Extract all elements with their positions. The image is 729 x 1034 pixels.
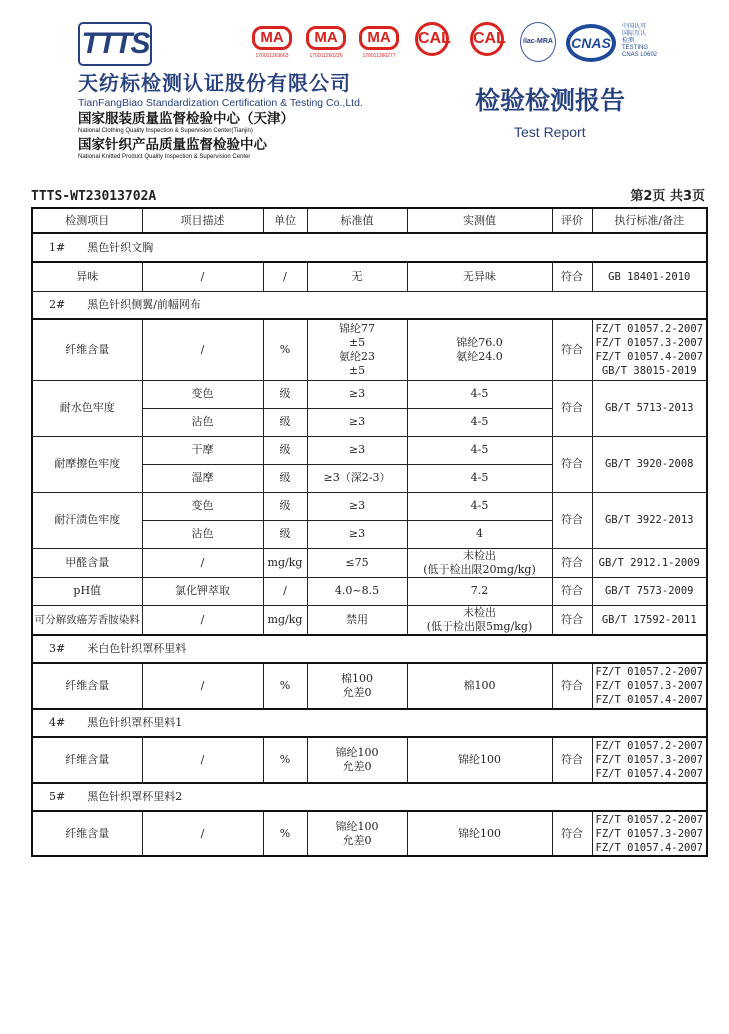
section-row — [32, 635, 707, 663]
table-row — [32, 319, 707, 380]
standard: 无 — [307, 262, 407, 291]
test-results-table — [31, 207, 708, 857]
standard: ≥3 — [307, 436, 407, 464]
result — [407, 548, 552, 577]
center1-en: National Clothing Quality Inspection & Supervision Center(Tianjin) — [78, 128, 253, 134]
method-line: GB/T 38015-2019 — [601, 364, 697, 377]
method: GB/T 3920-2008 — [592, 436, 707, 492]
std-line: 氨纶23 — [339, 349, 375, 363]
result-line: (低于检出限5mg/kg) — [426, 619, 533, 633]
desc: / — [142, 663, 263, 709]
result: 4-5 — [407, 408, 552, 436]
evaluation: 符合 — [552, 811, 592, 856]
page-info: 第2页 共3页 — [630, 189, 705, 204]
cnas-logo: CNAS — [566, 24, 616, 62]
item: 耐水色牢度 — [32, 380, 142, 436]
desc: / — [142, 319, 263, 380]
standard: ≥3（深2-3） — [307, 464, 407, 492]
col-header: 实测值 — [407, 208, 552, 233]
table-row — [32, 436, 707, 464]
item: 异味 — [32, 262, 142, 291]
evaluation: 符合 — [552, 577, 592, 605]
result: 4-5 — [407, 464, 552, 492]
item: 纤维含量 — [32, 737, 142, 783]
standard — [307, 663, 407, 709]
method-line: FZ/T 01057.3-2007 — [595, 827, 703, 840]
item: 纤维含量 — [32, 811, 142, 856]
cma-number-2: 170011260226 — [309, 53, 343, 59]
method-line: FZ/T 01057.3-2007 — [595, 336, 703, 349]
cma-mark-3: MA — [359, 26, 399, 50]
table-row — [32, 548, 707, 577]
item: 甲醛含量 — [32, 548, 142, 577]
ilac-mra-logo: ilac-MRA — [520, 22, 556, 62]
desc: 沾色 — [142, 520, 263, 548]
standard: 4.0~8.5 — [307, 577, 407, 605]
std-line: 锦纶100 — [335, 746, 379, 759]
method: GB/T 5713-2013 — [592, 380, 707, 436]
item: 纤维含量 — [32, 319, 142, 380]
unit: / — [263, 577, 307, 605]
unit: 级 — [263, 408, 307, 436]
standard — [307, 737, 407, 783]
result-line: 未检出 — [463, 548, 496, 562]
method: GB/T 7573-2009 — [592, 577, 707, 605]
result-line: 锦纶76.0 — [456, 335, 503, 349]
col-header: 单位 — [263, 208, 307, 233]
method-line: FZ/T 01057.3-2007 — [595, 680, 703, 692]
method — [592, 663, 707, 709]
method — [592, 737, 707, 783]
unit: 级 — [263, 436, 307, 464]
unit: % — [263, 737, 307, 783]
method: GB/T 2912.1-2009 — [592, 548, 707, 577]
standard: ≥3 — [307, 380, 407, 408]
method-line: FZ/T 01057.4-2007 — [595, 694, 703, 706]
center1-cn: 国家服装质量监督检验中心（天津） — [78, 111, 294, 127]
col-header: 执行标准/备注 — [592, 208, 707, 233]
unit: % — [263, 811, 307, 856]
item: 可分解致癌芳香胺染料 — [32, 605, 142, 635]
unit: mg/kg — [263, 548, 307, 577]
standard: ≥3 — [307, 492, 407, 520]
company-name-en: TianFangBiao Standardization Certification & Testing Co.,Ltd. — [78, 97, 363, 109]
std-line: ±5 — [348, 335, 366, 349]
table-row — [32, 605, 707, 635]
unit: mg/kg — [263, 605, 307, 635]
result: 锦纶100 — [407, 737, 552, 783]
method-line: FZ/T 01057.3-2007 — [595, 754, 703, 766]
report-title-en: Test Report — [514, 124, 586, 140]
standard: ≤75 — [307, 548, 407, 577]
section-name: 黑色针织文胸 — [87, 240, 154, 254]
item: 纤维含量 — [32, 663, 142, 709]
unit: 级 — [263, 520, 307, 548]
cma-number-3: 170011260277 — [362, 53, 396, 59]
item: 耐摩擦色牢度 — [32, 436, 142, 492]
result: 无异味 — [407, 262, 552, 291]
col-header: 项目描述 — [142, 208, 263, 233]
result: 棉100 — [407, 663, 552, 709]
evaluation: 符合 — [552, 436, 592, 492]
unit: % — [263, 319, 307, 380]
desc: 沾色 — [142, 408, 263, 436]
method-line: FZ/T 01057.2-2007 — [595, 666, 703, 678]
method-line: FZ/T 01057.2-2007 — [595, 322, 703, 335]
table-row — [32, 492, 707, 520]
section-row — [32, 291, 707, 319]
evaluation: 符合 — [552, 262, 592, 291]
section-no: 2# — [49, 297, 66, 311]
cal-mark-1: CAL — [415, 22, 449, 56]
table-row — [32, 737, 707, 783]
std-line: ±5 — [348, 363, 366, 377]
standard: ≥3 — [307, 408, 407, 436]
table-row — [32, 262, 707, 291]
method: GB/T 3922-2013 — [592, 492, 707, 548]
desc: 干摩 — [142, 436, 263, 464]
std-line: 锦纶77 — [339, 321, 375, 335]
col-header: 评价 — [552, 208, 592, 233]
cnas-note: 中国认可 国际互认 检测 TESTING CNAS L0602 — [622, 24, 658, 58]
company-name-cn: 天纺标检测认证股份有限公司 — [78, 71, 351, 95]
result: 锦纶100 — [407, 811, 552, 856]
evaluation: 符合 — [552, 548, 592, 577]
ttts-logo: TTTS — [78, 22, 152, 66]
standard — [307, 811, 407, 856]
section-no: 5# — [49, 790, 66, 803]
section-no: 1# — [49, 240, 66, 254]
desc: / — [142, 262, 263, 291]
method — [592, 319, 707, 380]
method — [592, 811, 707, 856]
report-number: TTTS-WT23013702A — [31, 189, 157, 204]
standard: 禁用 — [307, 605, 407, 635]
item: pH值 — [32, 577, 142, 605]
std-line: 允差0 — [342, 686, 372, 699]
standard — [307, 319, 407, 380]
report-title: 检验检测报告 — [475, 86, 626, 115]
cma-number-1: 170011263663 — [255, 53, 289, 59]
evaluation: 符合 — [552, 380, 592, 436]
method-line: FZ/T 01057.2-2007 — [595, 813, 703, 826]
result-line: 氨纶24.0 — [456, 349, 503, 363]
cma-mark-2: MA — [306, 26, 346, 50]
desc: / — [142, 737, 263, 783]
table-row — [32, 380, 707, 408]
unit: 级 — [263, 380, 307, 408]
evaluation: 符合 — [552, 663, 592, 709]
section-row — [32, 709, 707, 737]
result: 7.2 — [407, 577, 552, 605]
desc: / — [142, 548, 263, 577]
item: 耐汗渍色牢度 — [32, 492, 142, 548]
evaluation: 符合 — [552, 319, 592, 380]
section-name: 黑色针织侧翼/前幅网布 — [87, 297, 201, 311]
table-header-row — [32, 208, 707, 233]
method-line: FZ/T 01057.4-2007 — [595, 768, 703, 780]
desc: / — [142, 605, 263, 635]
evaluation: 符合 — [552, 605, 592, 635]
result-line: (低于检出限20mg/kg) — [423, 562, 536, 576]
cma-mark-1: MA — [252, 26, 292, 50]
desc: 变色 — [142, 380, 263, 408]
unit: % — [263, 663, 307, 709]
evaluation: 符合 — [552, 737, 592, 783]
center2-cn: 国家针织产品质量监督检验中心 — [78, 137, 267, 153]
unit: 级 — [263, 464, 307, 492]
table-row — [32, 811, 707, 856]
std-line: 棉100 — [341, 672, 373, 685]
evaluation: 符合 — [552, 492, 592, 548]
result: 4 — [407, 520, 552, 548]
std-line: 锦纶100 — [335, 819, 379, 833]
result: 4-5 — [407, 380, 552, 408]
result — [407, 319, 552, 380]
col-header: 检测项目 — [32, 208, 142, 233]
cal-mark-2: CAL — [470, 22, 504, 56]
table-row — [32, 663, 707, 709]
result — [407, 605, 552, 635]
method-line: FZ/T 01057.4-2007 — [595, 350, 703, 363]
unit: 级 — [263, 492, 307, 520]
method: GB/T 17592-2011 — [592, 605, 707, 635]
desc: / — [142, 811, 263, 856]
desc: 变色 — [142, 492, 263, 520]
section-name: 米白色针织罩杯里料 — [87, 642, 187, 655]
section-no: 4# — [49, 716, 66, 729]
std-line: 允差0 — [342, 760, 372, 773]
unit: / — [263, 262, 307, 291]
result: 4-5 — [407, 436, 552, 464]
result-line: 未检出 — [463, 605, 496, 619]
section-name: 黑色针织罩杯里料2 — [87, 790, 183, 803]
section-name: 黑色针织罩杯里料1 — [87, 716, 183, 729]
center2-en: National Knitted Product Quality Inspection & Supervision Center — [78, 154, 251, 160]
standard: ≥3 — [307, 520, 407, 548]
col-header: 标准值 — [307, 208, 407, 233]
section-row — [32, 233, 707, 262]
result: 4-5 — [407, 492, 552, 520]
desc: 氯化钾萃取 — [142, 577, 263, 605]
method-line: FZ/T 01057.4-2007 — [595, 841, 703, 854]
desc: 湿摩 — [142, 464, 263, 492]
section-row — [32, 783, 707, 811]
method-line: FZ/T 01057.2-2007 — [595, 740, 703, 752]
method: GB 18401-2010 — [592, 262, 707, 291]
std-line: 允差0 — [342, 833, 372, 847]
section-no: 3# — [49, 642, 66, 655]
table-row — [32, 577, 707, 605]
